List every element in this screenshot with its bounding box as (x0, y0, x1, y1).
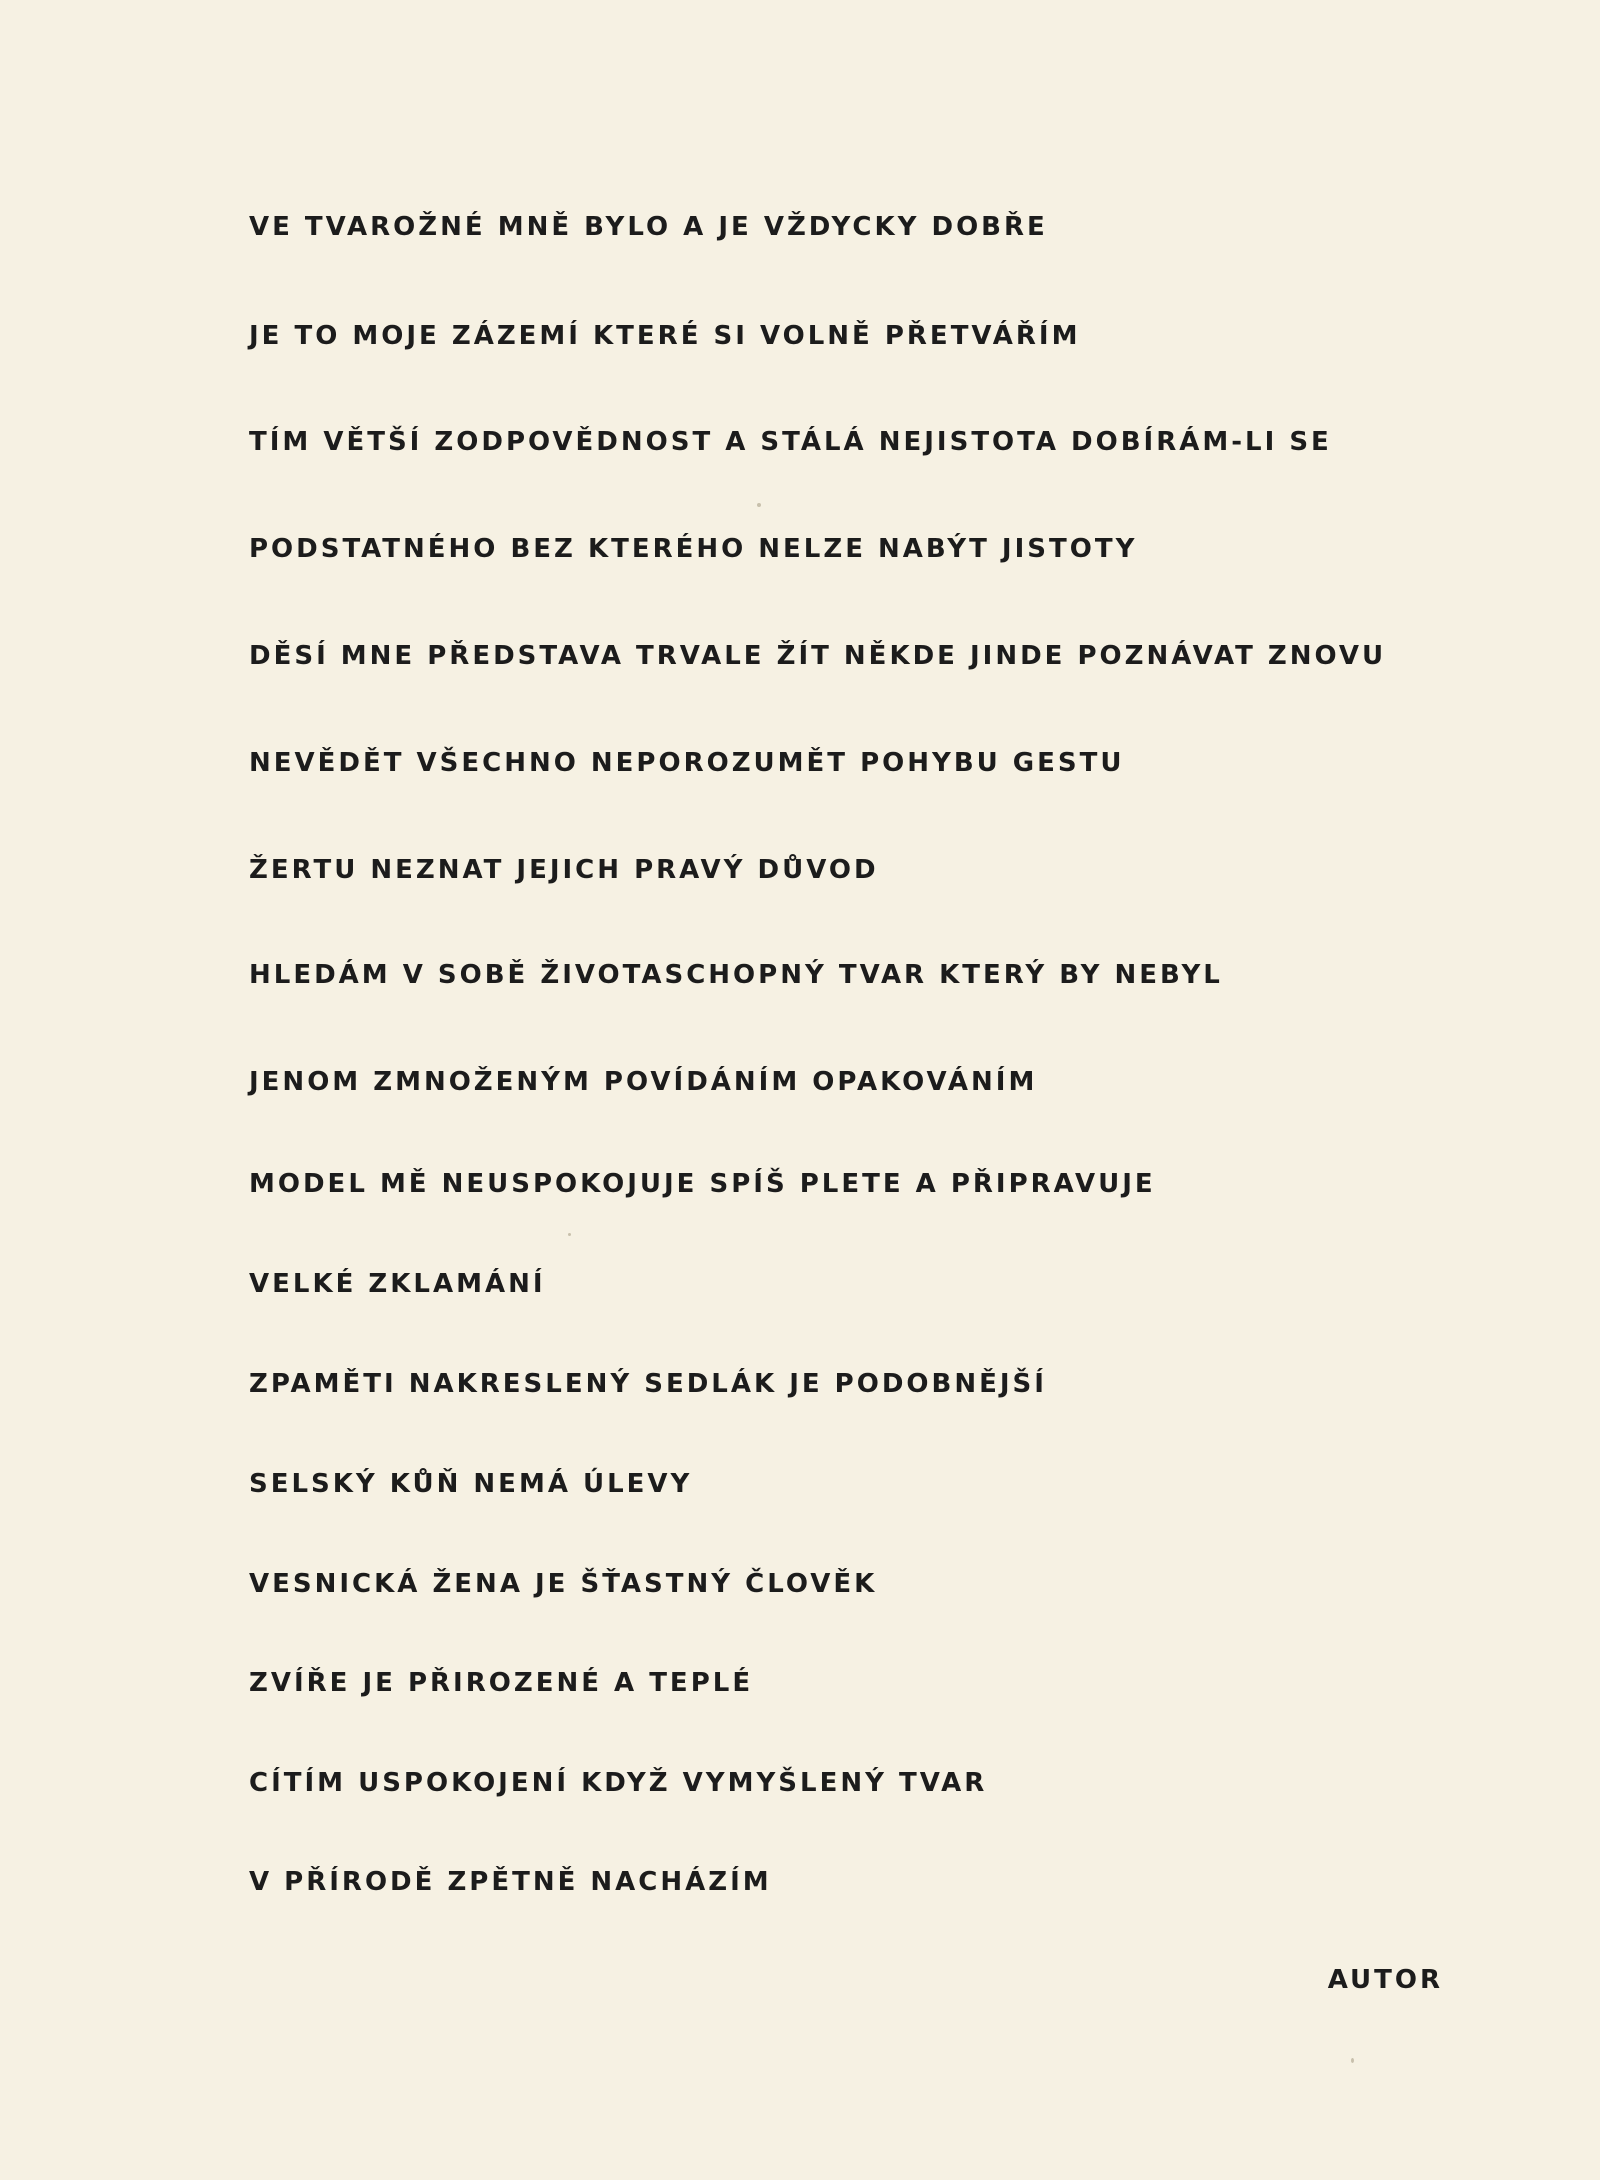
poem-line: JE TO MOJE ZÁZEMÍ KTERÉ SI VOLNĚ PŘETVÁŘÍM (249, 321, 1081, 351)
poem-line: DĚSÍ MNE PŘEDSTAVA TRVALE ŽÍT NĚKDE JINDE POZNÁVAT ZNOVU (249, 641, 1387, 671)
poem-line: ŽERTU NEZNAT JEJICH PRAVÝ DŮVOD (249, 855, 879, 885)
poem-line: HLEDÁM V SOBĚ ŽIVOTASCHOPNÝ TVAR KTERÝ BY NEBYL (249, 960, 1223, 990)
paper-speck (1351, 2058, 1354, 2063)
paper-speck (757, 503, 761, 507)
poem-line: VESNICKÁ ŽENA JE ŠŤASTNÝ ČLOVĚK (249, 1569, 878, 1599)
author-signature: AUTOR (1327, 1965, 1443, 1995)
poem-line: V PŘÍRODĚ ZPĚTNĚ NACHÁZÍM (249, 1867, 772, 1897)
poem-line: CÍTÍM USPOKOJENÍ KDYŽ VYMYŠLENÝ TVAR (249, 1768, 988, 1798)
poem-line: SELSKÝ KŮŇ NEMÁ ÚLEVY (249, 1469, 693, 1499)
paper-speck (568, 1233, 571, 1236)
poem-text (249, 0, 1499, 2000)
poem-line: MODEL MĚ NEUSPOKOJUJE SPÍŠ PLETE A PŘIPRAVUJE (249, 1169, 1156, 1199)
poem-line: VELKÉ ZKLAMÁNÍ (249, 1269, 546, 1299)
poem-line: VE TVAROŽNÉ MNĚ BYLO A JE VŽDYCKY DOBŘE (249, 212, 1048, 242)
poem-line: NEVĚDĚT VŠECHNO NEPOROZUMĚT POHYBU GESTU (249, 748, 1125, 778)
poem-line: ZPAMĚTI NAKRESLENÝ SEDLÁK JE PODOBNĚJŠÍ (249, 1369, 1047, 1399)
poem-line: JENOM ZMNOŽENÝM POVÍDÁNÍM OPAKOVÁNÍM (249, 1067, 1038, 1097)
poem-line: TÍM VĚTŠÍ ZODPOVĚDNOST A STÁLÁ NEJISTOTA DOBÍRÁM-LI SE (249, 427, 1332, 457)
poem-line: PODSTATNÉHO BEZ KTERÉHO NELZE NABÝT JISTOTY (249, 534, 1138, 564)
poem-line: ZVÍŘE JE PŘIROZENÉ A TEPLÉ (249, 1668, 754, 1698)
